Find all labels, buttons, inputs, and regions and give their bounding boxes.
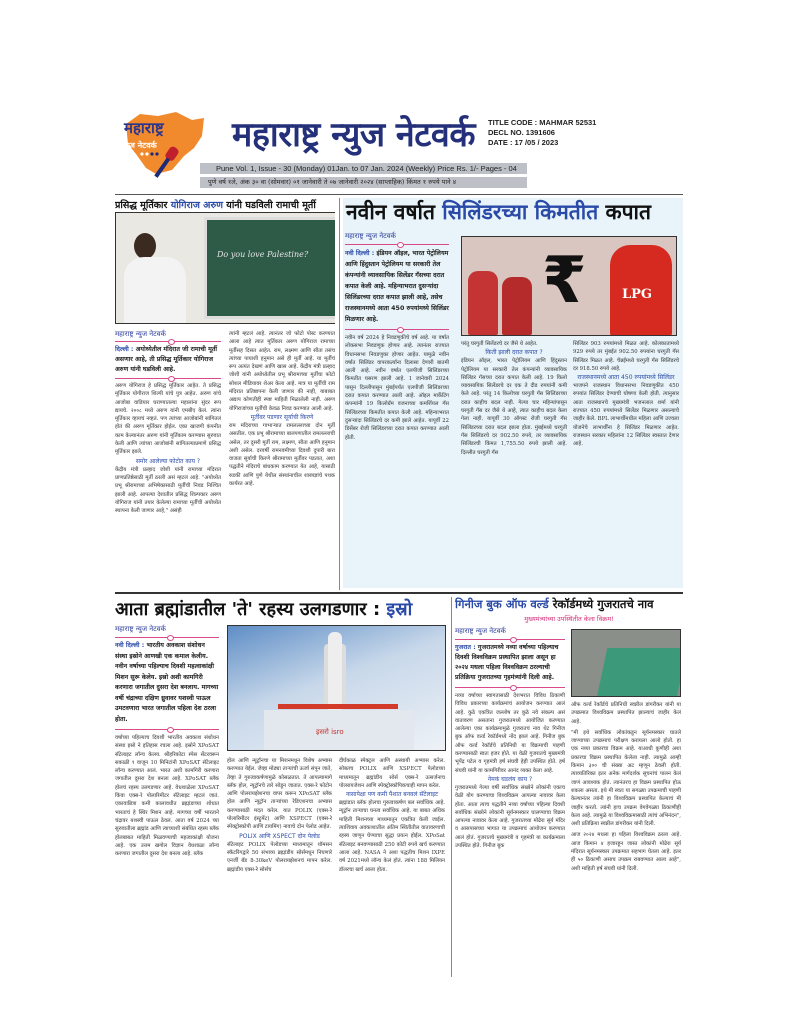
registration-info bbox=[488, 118, 596, 148]
byline: महाराष्ट्र न्युज नेटवर्क bbox=[455, 627, 506, 635]
water-tank bbox=[597, 648, 681, 697]
chalkboard bbox=[204, 217, 335, 319]
edition-line-marathi: पुणे वर्ष १ले, अंक ३० वा (सोमवार) ०१ जानेवारी ते ०७ जानेवारी २०२४ (साप्ताहिक) किंमत १ रुपये पाने ४ bbox=[200, 177, 527, 188]
headline-part: आता ब्रह्मांडातील 'ते' रहस्य उलगडणार : bbox=[115, 599, 387, 620]
subheading: नेमकं घडलंय काय ? bbox=[487, 775, 533, 783]
headline-highlight: इस्रो bbox=[386, 599, 413, 620]
byline: महाराष्ट्र न्युज नेटवर्क bbox=[115, 625, 166, 633]
launch-platform bbox=[278, 704, 398, 709]
column-1 bbox=[115, 330, 221, 515]
headline-highlight: योगिराज अरुण bbox=[170, 200, 223, 211]
lead-paragraph bbox=[345, 248, 449, 325]
body-text: त्यांनी म्हटलं आहे. त्यानंतर जो फोटो पोस्ट करण्यात आला आहे त्यात मूर्तिकार अरुण योगिराज रामाच्या मूर्तीसह दिसत आहेत. राम, लक्ष्मण आणि सीता तसंच त्यांच्या पायाशी हनुमान असे ही मूर्ती आहे. या मूर्तीचं रूप अत्यंत देखणं आणि खास आहे. केंद्रीय मंत्री प्रल्हाद जोशी यांनी अयोध्येतील प्रभू श्रीरामाच्या मूर्तीचा फोटो सोशल मीडियावर शेअर केला आहे. मात्र या मूर्तीची राम मंदिरात प्रतिष्ठापना केली जाणार की नाही, याबाबत अद्याप कोणतीही स्पष्ट माहिती मिळालेली नाही. अरुण योगिराजांच्या मूर्तीची केवळ निवड करण्यात आली आहे. bbox=[229, 331, 335, 412]
body-text: ब्रह्मांडात ब्लॅक होलचा गुरुत्वाकर्षण बल सर्वाधिक आहे. न्यूट्रॉन ताऱ्याचा घनत्व सर्वाधिक आहे. या बाबत अधिक माहिती मिशनच्या माध्यमातून एकत्रित केली जाईल. त्याशिवाय अवकाशातील अंतिम स्थितीतील वातावरणाची रहस्य जाणून घेण्याचा सुद्धा प्रयत्न होईल. XPoSat सॅटेलाइट बनवण्यासाठी 250 कोटी रुपये खर्च करण्यात आला आहे. NASA ने अशा पद्धतीच मिशन IXPE वर्ष 2021मध्ये लॉन्च केलं होतं. त्यांना 188 मिलियन डॉलरचा खर्च आला होता. bbox=[339, 800, 445, 873]
dateline: दिल्ली : bbox=[115, 346, 136, 353]
lead-text: अयोध्येतील मंदिरात जी रामाची मूर्ती असणार आहे, ती प्रसिद्ध मूर्तिकार योगिराज अरुण यांनी घडविली आहे. bbox=[115, 346, 218, 373]
decl-no: DECL NO. 1391606 bbox=[488, 128, 555, 137]
logo-subtitle: न्युज नेटवर्क bbox=[122, 141, 157, 150]
lpg-cylinder-photo bbox=[461, 236, 677, 336]
body-text: नव्या वर्षाच्या स्वागतासाठी देशभरात विविध ठिकाणी विविध प्रकारच्या कार्यक्रमांचं आयोजन करण्यात आलं आहे. कुठे एकत्रित जल्लोष तर कुठे नवे संकल्प असं वातावरण असताना गुजरातमध्ये आयोजित करण्यात आलेल्या एका कार्यक्रमामुळे गुजरातचं नाव थेट गिनीज बुक ऑफ वर्ल्ड रेकॉर्डमध्ये नोंद झालं आहे. गिनीज बुक ऑफ वर्ल्ड रेकॉर्डचे प्रतिनिधी या विक्रमाची पाहणी करण्यासाठी स्वतः हजर होते. या वेळी गुजरातचे मुख्यमंत्री भूपेंद्र पटेल व गृहमंत्री हर्ष संघवी हेही उपस्थित होते. हर्ष संघवी यांनी या कामगिरीवर आनंद व्यक्त केला आहे. bbox=[455, 693, 565, 774]
body-text: सॅटेलाइट POLIX पेलोडच्या माध्यमातून थॉमसन स्कॅटरिंगद्वारे 50 संभाव्य ब्रह्मांडीय सोर्समधून निघणारे एनर्जी बँड 8-30keV पोलरायझेशनचं मापन करेल. ब्रह्मांडीय एक्स-रे सोर्सच bbox=[227, 841, 332, 873]
ornament-divider bbox=[115, 637, 219, 638]
subheadline: मुख्यमंत्र्यांच्या उपस्थितीत केला विक्रम! bbox=[524, 615, 614, 623]
lead-text: गुजरातमध्ये नव्या वर्षाच्या पहिल्याच दिवशी विश्वविक्रम प्रस्थापित झाला असून हा २०२४ मधला पहिला विश्वविक्रम ठरल्याची प्रतिक्रिया गुजरातच्या गृहमंत्र्यांनी दिली आहे. bbox=[455, 644, 559, 681]
lead-column bbox=[345, 232, 449, 442]
body-text: ऑफ वर्ल्ड रेकॉर्डचे प्रतिनिधी स्वप्नील डांगरीकर यांनी या उपक्रमात विश्वविक्रम प्रस्थापित झाल्याचं जाहीर केलं आहे. bbox=[571, 702, 681, 725]
lead-text: इंडियन ऑइल, भारत पेट्रोलियम आणि हिंदुस्तान पेट्रोलियम या सरकारी तेल कंपन्यांनी व्यावसायिक सिलेंडर गॅसच्या दरात कपात केली आहे. महिन्याभरात दुसऱ्यांदा सिलिंडरच्या दरात कपात झाली आहे, तसेच राजस्थानमध्ये आता 450 रुपयांमध्ये सिलिंडर मिळणार आहे. bbox=[345, 250, 449, 323]
issue-date: DATE : 17 /05 / 2023 bbox=[488, 138, 559, 147]
body-text: दीर्घकाळ स्पेक्ट्रल आणि अस्थायी अभ्यास करेल. सोबतच POLIX आणि XSPECT पेलोडच्या माध्यमातून ब्रह्मांडीय सोर्स एक्स-रे उत्सर्जनाच पोलरायजेशन आणि स्पेक्ट्रोस्कोपिकचाही मापन करेल. bbox=[339, 758, 445, 789]
headline bbox=[455, 597, 683, 612]
body-text: अरुण योगिराज हे प्रसिद्ध मूर्तिकार आहेत. ते प्रसिद्ध मूर्तिकार योगीराज शिल्पी यांचे पुत्र आहेत. अरुण यांचे आजोबा वाडियार घराण्यातल्या महालांना सुंदर रूप द्यायचे. २००८ मध्ये अरुण यांनी एमबीए केलं. त्यांना मूर्तिकार व्हायचं नव्हतं. पण त्यांच्या आजोबांनी सांगितलं होतं की अरुण मूर्तिकार होईल. एका खाजगी कंपनीत काम केल्यानंतर अरुण यांनी मूर्तिकाम करण्यास सुरुवात केली आणि त्यांच्या आजोबांनी सांगितल्याप्रमाणे प्रसिद्ध मूर्तिकार झाले. bbox=[115, 383, 221, 456]
body-text: राम मंदिराच्या गाभाऱ्यात रामलल्लाच्या दोन मूर्ती असतील. एक प्रभू श्रीरामाच्या बालपणातील रामलल्लाची असेल, तर दुसरी मूर्ती राम, लक्ष्मण, सीता आणि हनुमान अशी असेल. दरवर्षी रामनवमीच्या दिवशी दुपारी बारा वाजता सूर्याची किरणे श्रीरामाच्या मूर्तीवर पडतात, अशा पद्धतीने मंदिराचे बांधकाम करण्यात येत आहे, यासाठी रुडकी आणि पुणे येथील संस्थांनाचील शास्त्रज्ञांचे पथक कार्यरत आहे. bbox=[229, 422, 335, 488]
column-2 bbox=[229, 330, 335, 488]
ornament-divider bbox=[345, 244, 449, 245]
subheading: किती झाली दरात कपात ? bbox=[485, 349, 543, 357]
article-isro bbox=[115, 597, 448, 1007]
body-text: केंद्रीय मंत्री प्रल्हाद जोशी यांनी रामाच्या मंदिरात प्राणप्रतिष्ठेसाठी मूर्ती ठरली असं म्हटलं आहे. "अयोध्येत प्रभू श्रीरामाच्या अभिषेकासाठी मूर्तीची निवड निश्चित झाली आहे. आपल्या देशातील प्रसिद्ध शिल्पकार अरुण योगिराज यांनी तयार केलेल्या रामाच्या मूर्तीची अयोध्येत स्थापना केली जाणार आहे," असंही bbox=[115, 466, 221, 515]
body-text: इंडियन ऑइल, भारत पेट्रोलियम आणि हिंदुस्तान पेट्रोलियम या सरकारी तेल कंपन्यांनी व्यावसायिक सिलिंडर गॅसच्या दरात कपात केली आहे. 19 किलो व्यावसायिक सिलेंडरचे दर एक ते दीड रुपयांनी कमी केले आहे. परंतु 14 किलोच्या घरगुती गॅस सिलिंडरच्या दरात काहीच बदल नाही. गेल्या चार महिन्यांपासून घरगुती गॅस दर जैसे थे आहे, त्यात काहीच बदल केला गेला नाही. यापूर्वी 30 ऑगस्ट रोजी घरगुती गॅस सिलिंडरच्या दरात बदल झाला होता. मुंबईमध्ये घरगुती गॅस सिलिंडरचे दर 902.50 रुपये, तर व्यावसायिक सिलिंडरची किंमत 1,755.50 रुपये झाली आहे. दिल्लीत घरगुती गॅस bbox=[461, 358, 567, 456]
launch-structure bbox=[264, 710, 414, 751]
column-rule bbox=[339, 198, 340, 590]
ornament-divider bbox=[115, 729, 219, 730]
ornament-divider bbox=[115, 341, 221, 342]
subheading: मूर्तीवर पडणार सूर्याची किरणे bbox=[250, 413, 314, 421]
headline bbox=[115, 597, 448, 621]
ornament-divider bbox=[455, 639, 565, 640]
isro-logo: इसरो isro bbox=[316, 728, 344, 736]
column-2 bbox=[461, 340, 567, 457]
body-text: "मी इथे सर्वाधिक लोकांकडून सूर्यनमस्कार घातले जाण्याच्या उपक्रमाचं परीक्षण करायला आलो होतो. हा एक नव्या प्रकारचा विक्रम आहे. याआधी कुणीही अशा प्रकारचा विक्रम प्रस्थापित केलेला नाही. त्यामुळे आम्ही किमान ३०० ची संख्या अट म्हणून ठेवली होती. त्याव्यतिरिक्त इतर अनेक मार्गदर्शक सूचनांचं पालन केलं जाणं आवश्यक होतं. त्यानंतरच हा विक्रम प्रस्थापित होऊ शकला असता. इथे मी स्वतः या सगळ्या उपक्रमाची पाहणी केल्यानंतर त्यांनी हा विश्वविक्रम प्रस्थापित केल्याचं मी जाहीर करतो. त्यांनी हाच उपक्रम वेगवेगळ्या ठिकाणीही केला आहे. त्यामुळे या विश्वविक्रमासाठी त्यांचं अभिनंदन", अशी प्रतिक्रिया स्वप्नील डांगरीकर यांनी दिली. bbox=[571, 729, 681, 828]
body-text: भाजपने राजस्थान विधानसभा निवडणुकीत 450 रुपयांत सिलिंडर देण्याची घोषणा केली होती. त्यानुसार आता राजस्थानचे मुख्यमंत्री भजनलाल शर्मा यांनी राज्यात 450 रुपयांमध्ये सिलेंडर मिळणार असल्याचे जाहीर केले. BPL लाभार्थीमधील महिला आणि उज्वला योजनेचे लाभार्थींना हे सिलिंडर मिळणार आहेत. राजस्थान सरकार महिलांना 12 सिलिंडर स्वस्तात देणार आहे. bbox=[573, 383, 679, 448]
body-text: वर्षाच्या पहिल्याच दिवशी भारतीय अवकाश संशोधन संस्था इस्रो ने इतिहास रचला आहे. इस्रोने XPoSAT सॅटेलाइट लॉन्च केलय. श्रीहरिकोटा स्पेस सेंटरवरून सकाळी ९ वाजून 10 मिनिटांनी XPoSAT सॅटेलाइट लॉन्च करण्यात आलं. भारत अशी कामगिरी करणारा जगातील दुसरा देश बनला आहे. XPoSAT ब्लॅक होलचं रहस्य उलगडणार आहे. वेधशाळेला XPoSAT किंवा एक्स-रे पोलारिमीटर सॅटेलाइट म्हटलं जातं. एकावान्नित्रा कमी कालावधीत ब्रह्मांडाच्या शोधात भारताचं हे स्थिर मिशन आहे. मागच्या वर्षी भारताने चंद्रावर यशस्वी पाऊल ठेवलं. आता वर्ष 2024 च्या सुरुवातीला ब्रह्मांड आणि त्याच्याशी संबंधित रहस्य ब्लॅक होलबाबत माहिती मिळवण्याची महत्वाकांक्षी योजना आहे. एक उत्तम खगोल विज्ञान वेधशाळा लॉन्च करणारा जगातील दुसरा देश बनला आहे. ब्लॅक bbox=[115, 735, 219, 858]
person-body bbox=[124, 257, 186, 324]
byline: महाराष्ट्र न्युज नेटवर्क bbox=[115, 330, 166, 338]
headline-part: नवीन वर्षात bbox=[346, 200, 443, 224]
body-text: आज २०२४ मधला हा पहिला विश्वविक्रम ठरला आहे. आज किमान ४ हजारहून जास्त लोकांनी मोढेरा सूर्य मंदिरात सूर्यनमस्कार उपक्रमात सहभाग घेतला आहे. इतर ही ५० ठिकाणी असाच उपक्रम राबवण्यात आला आहे", अशी माहिती हर्ष संघवी यांनी दिली. bbox=[571, 832, 681, 872]
body-text: नवीन वर्ष 2024 हे निवडणुकीचे वर्ष आहे. या वर्षात लोकसभा निवडणूक होणार आहे. त्यानंतर राज्यात विधानसभा निवडणुका होणार आहेत. यामुळे नवीन वर्षात सिलिंडर वापरकर्त्यांना दिलासा देणारी बातमी आली आहे. नवीन वर्षात एलपीजी सिलिंडरच्या किमतीत घसरण झाली आहे. 1 जानेवारी 2024 पासून दिल्लीपासून मुंबईपर्यंत एलपीजी सिलिंडरच्या दरात कपात करण्यात आली आहे. ऑइल मार्केटिंग कंपन्यांनी 19 किलोग्रॅम वजनाच्या कमर्शियल गॅस सिलिंडरच्या किमतीत कपात केली आहे. महिन्याभरात दुसऱ्यांदा सिलिंडरचे दर कमी झाले आहेत. यापूर्वी 22 डिसेंबर रोजी सिलिंडरच्या दरात कपात करण्यात आली होती. bbox=[345, 335, 449, 441]
masthead-logo bbox=[118, 110, 208, 182]
cylinder-shape bbox=[502, 277, 532, 335]
rupee-icon: ₹ bbox=[542, 244, 587, 318]
article-ram-idol bbox=[115, 198, 335, 590]
headline-highlight: सिलिंडरच्या किमतीत bbox=[442, 200, 599, 224]
headline bbox=[343, 198, 683, 226]
logo-title: महाराष्ट्र bbox=[124, 119, 164, 137]
subheading: POLIX आणि XSPECT दोन पेलोड bbox=[239, 832, 320, 840]
dateline: नवी दिल्ली : bbox=[115, 642, 147, 649]
column-2 bbox=[571, 701, 681, 873]
body-text: गुजरातमध्ये गेल्या वर्षी सर्वाधिक संख्येने लोकांनी एकाच वेळी योग करण्याचा विश्वविक्रम आपल्या नावावर केला होता. आता त्याच पद्धतीने नव्या वर्षाच्या पहिल्या दिवशी सर्वाधिक संख्येने लोकांनी सूर्यनमस्कार घालण्याचा विक्रम आपल्या नावावर केला आहे. गुजरातच्या मोढेरा सूर्य मंदिर व आसपासच्या भागात या उपक्रमाचं आयोजन करण्यात आलं होतं. गुजरातचे मुख्यमंत्री व गृहमंत्री या कार्यक्रमाला उपस्थित होते. गिनीज बुक bbox=[455, 784, 565, 850]
ornament-divider bbox=[455, 687, 565, 688]
headline-part: प्रसिद्ध मूर्तिकार bbox=[115, 200, 171, 211]
article-guinness bbox=[455, 597, 683, 1007]
body-text: परंतु घरगुती सिलेंडरचे दर जैसे थे आहेत. bbox=[461, 341, 538, 347]
byline: महाराष्ट्र न्युज नेटवर्क bbox=[345, 232, 396, 240]
lpg-cylinder bbox=[610, 245, 672, 336]
body-text: सिलिंडर 903 रुपयांमध्ये मिळत आहे. कोलकातामध्ये 929 रुपये तर मुंबईत 902.50 रुपयांना घरगुती गॅस सिलिंडर मिळत आहे. चेन्नईमध्ये घरगुती गॅस सिलिंडरचे दर 918.50 रुपये आहे. bbox=[573, 341, 679, 372]
dateline: नवी दिल्ली : bbox=[345, 250, 377, 257]
cylinder-shape bbox=[468, 271, 498, 335]
column-rule bbox=[451, 597, 452, 977]
dateline: गुजरात : bbox=[455, 644, 478, 651]
headline-highlight: गिनीज बुक ऑफ वर्ल्ड bbox=[455, 597, 549, 611]
rocket bbox=[328, 632, 342, 712]
column-3 bbox=[339, 757, 445, 874]
headline-part: कपात bbox=[598, 200, 651, 224]
lead-paragraph bbox=[115, 345, 221, 375]
subheading: नासापेक्षा पण कमी पैशात बनवलं सॅटेलाइट bbox=[345, 791, 439, 799]
body-text: होल आणि न्यूट्रॉनचा या मिशनमधून विशेष अभ्यास करण्यात येईल. जेव्हा मोठ्या ताऱ्यांची ऊर्जा संपून जाते, तेव्हा ते गुरुत्वाकर्षणामुळे कोसळतात. ते आपल्यामागे ब्लॅक होल, न्यूट्रॉनचे तारे सोडून जातात. एक्स-रे फोटोन आणि पोलरायझेशनचा वापर करून XPoSAT ब्लॅक होल आणि न्यूट्रॉन ताऱ्यांच्या रेडिएशनचा अभ्यास करण्यासाठी मदत करेल. यात POLIX (एक्स-रे पोलारिमीटर इंस्ट्रूमेंट) आणि XSPECT (एक्स-रे स्पेक्ट्रोस्कोपी आणि टायमिंग) नावाचे दोन पेलोड आहेत. bbox=[227, 758, 332, 831]
column-3 bbox=[573, 340, 679, 449]
edition-line-english: Pune Vol. 1, Issue - 30 (Monday) 01Jan. to 07 Jan. 2024 (Weekly) Price Rs. 1/- Pages - 04 bbox=[200, 163, 527, 174]
masthead-rule bbox=[115, 194, 683, 195]
article-cylinder bbox=[343, 198, 683, 588]
lead-column bbox=[115, 625, 219, 858]
headline bbox=[115, 198, 335, 211]
newspaper-title: महाराष्ट्र न्युज नेटवर्क bbox=[232, 115, 475, 155]
headline-part: यांनी घडविली रामाची मूर्ती bbox=[223, 200, 316, 211]
chalkboard-text: Do you love Palestine? bbox=[217, 250, 309, 259]
subheading: समोर आलेल्या फोटोत काय ? bbox=[135, 457, 201, 465]
person-head bbox=[134, 233, 156, 259]
sculptor-photo bbox=[115, 212, 335, 324]
subheading: राजस्थानमध्ये आता 450 रुपयांमध्ये सिलिंडर bbox=[577, 374, 675, 382]
lead-paragraph bbox=[455, 643, 565, 683]
stepwell-photo bbox=[571, 629, 681, 697]
lead-column bbox=[455, 627, 565, 850]
lead-text: भारतीय अवकाश संशोधन संस्था इस्रोने आणखी एक कमाल केलीय. नवीन वर्षाच्या पहिल्याच दिवशी महत्वाकांक्षी मिशन सुरू केलेय. इस्रो अशी कामगिरी करणारा जगातील दुसरा देश बनलाय. मागच्या वर्षी चंद्राच्या दक्षिण ध्रुवावर यशस्वी पाऊल उमटवणारा भारत जगातील पहिला देश ठरला होता. bbox=[115, 642, 219, 723]
column-2 bbox=[227, 757, 332, 874]
ornament-divider bbox=[115, 378, 221, 379]
title-code: TITLE CODE : MAHMAR 52531 bbox=[488, 118, 597, 127]
ornament-divider bbox=[345, 329, 449, 330]
lpg-label: LPG bbox=[622, 287, 653, 302]
headline-part: रेकॉर्डमध्ये गुजरातचे नाव bbox=[548, 597, 654, 611]
section-rule bbox=[115, 592, 683, 594]
rocket-launch-photo bbox=[227, 625, 446, 751]
lead-paragraph bbox=[115, 641, 219, 725]
